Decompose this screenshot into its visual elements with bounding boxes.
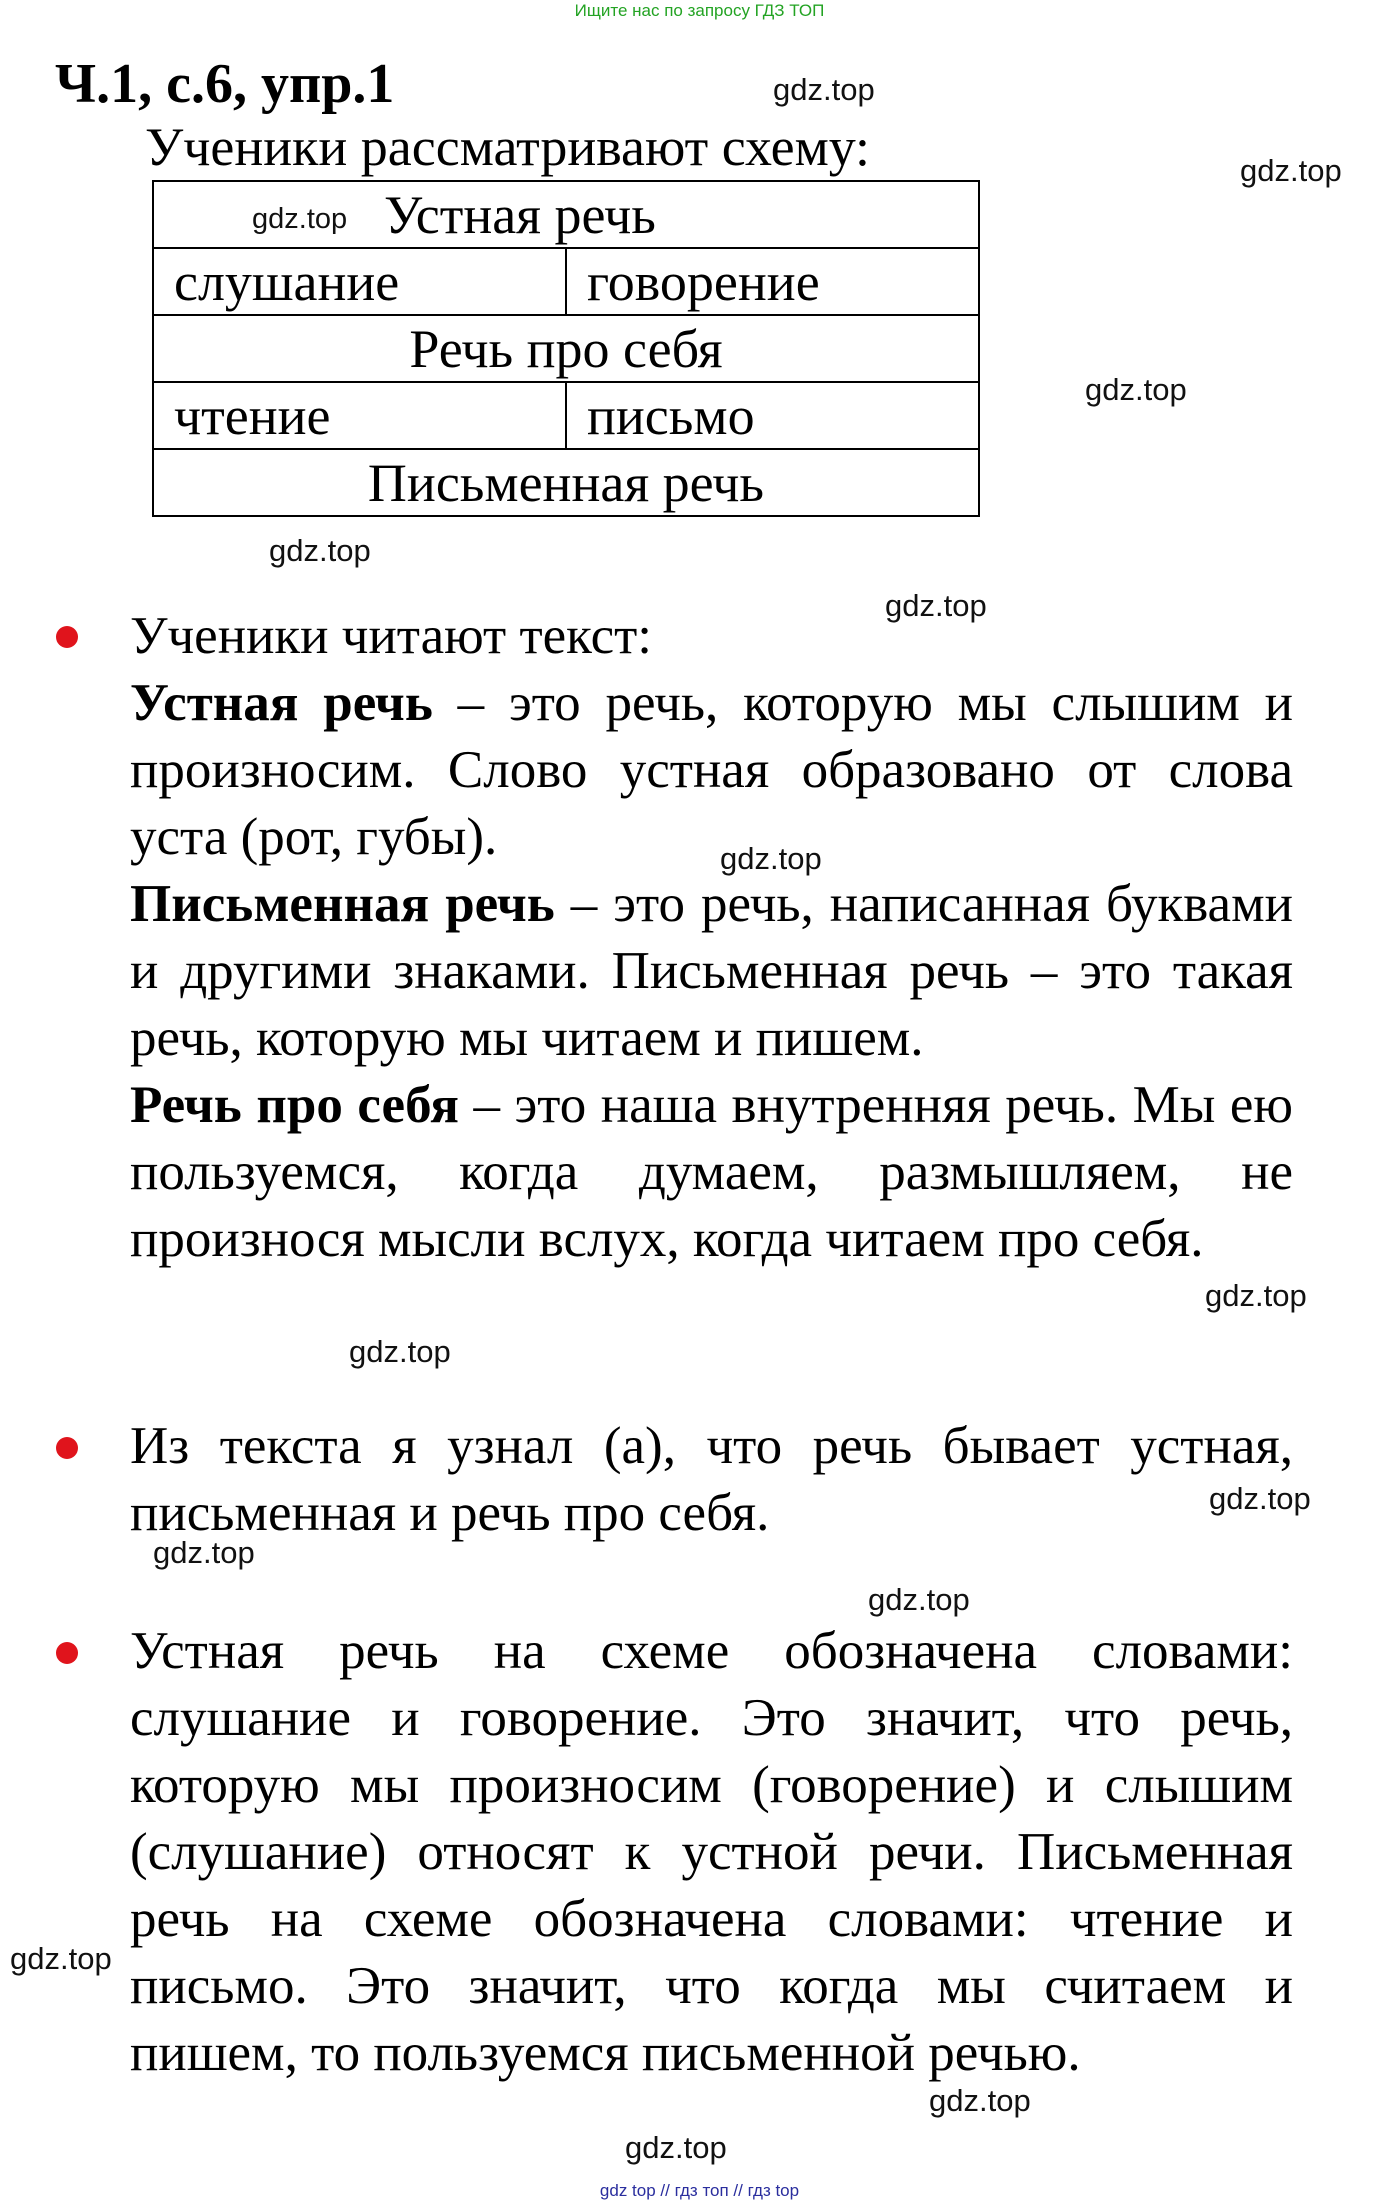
watermark: gdz.top: [349, 1334, 451, 1369]
scheme-inner-speech: Речь про себя: [153, 315, 979, 382]
section-reading-text: [130, 603, 1293, 1273]
definition-inner-text: – это наша внутренняя речь. Мы ею пользуемся, когда думаем, размышляем, не произнося мысли вслух, когда читаем про себя.: [130, 1076, 1294, 1268]
bottom-banner: gdz top // гдз топ // гдз top: [599, 2181, 800, 2200]
term-written: Письменная речь: [130, 875, 555, 933]
watermark: gdz.top: [153, 1535, 255, 1570]
watermark: gdz.top: [885, 588, 987, 623]
definition-written: [130, 871, 1293, 1072]
term-oral: Устная речь: [130, 674, 433, 732]
watermark: gdz.top: [1085, 372, 1187, 407]
watermark: gdz.top: [1240, 153, 1342, 188]
scheme-oral-speech: Устная речь: [153, 181, 979, 248]
definition-written-text: – это речь, написанная буквами и другими знаками. Письменная речь – это такая речь, которую мы читаем и пишем.: [130, 875, 1293, 1067]
bullet-icon: [56, 1437, 78, 1459]
scheme-written-speech: Письменная речь: [153, 449, 979, 516]
table-row: [153, 449, 979, 516]
watermark: gdz.top: [252, 203, 348, 235]
intro-text: Ученики рассматривают схему:: [145, 117, 871, 177]
watermark: gdz.top: [720, 841, 822, 876]
scheme-writing: письмо: [566, 382, 979, 449]
watermark: gdz.top: [929, 2083, 1031, 2118]
bullet-icon: [56, 1642, 78, 1664]
definition-oral-text: – это речь, которую мы слышим и произносим. Слово устная образовано от слова уста (рот, губы).: [130, 674, 1294, 866]
term-inner: Речь про себя: [130, 1076, 459, 1134]
table-row: [153, 315, 979, 382]
table-row: [153, 248, 979, 315]
table-row: [153, 382, 979, 449]
section-lead: Ученики читают текст:: [130, 607, 652, 665]
section-conclusion: [130, 1413, 1293, 1547]
watermark: gdz.top: [269, 533, 371, 568]
explanation-text: Устная речь на схеме обозначена словами: слушание и говорение. Это значит, что речь, которую мы произносим (говорение) и слышим (слушание) относят к устной речи. Письменная речь на схеме обозначена словами: чтение и письмо. Это значит, что когда мы считаем и пишем, то пользуемся письменной речью.: [130, 1622, 1293, 2082]
scheme-reading: чтение: [153, 382, 566, 449]
section-explanation: [130, 1618, 1293, 2087]
watermark: gdz.top: [1205, 1278, 1307, 1313]
top-banner: Ищите нас по запросу ГДЗ ТОП: [574, 1, 825, 20]
watermark: gdz.top: [868, 1582, 970, 1617]
conclusion-text: Из текста я узнал (а), что речь бывает устная, письменная и речь про себя.: [130, 1417, 1293, 1542]
watermark: gdz.top: [625, 2130, 727, 2165]
definition-oral: [130, 670, 1293, 871]
watermark: gdz.top: [10, 1941, 112, 1976]
scheme-speaking: говорение: [566, 248, 979, 315]
watermark: gdz.top: [1209, 1481, 1311, 1516]
bullet-icon: [56, 626, 78, 648]
definition-inner: [130, 1072, 1293, 1273]
watermark: gdz.top: [773, 72, 875, 107]
scheme-listening: слушание: [153, 248, 566, 315]
page-title: Ч.1, с.6, упр.1: [55, 53, 395, 115]
